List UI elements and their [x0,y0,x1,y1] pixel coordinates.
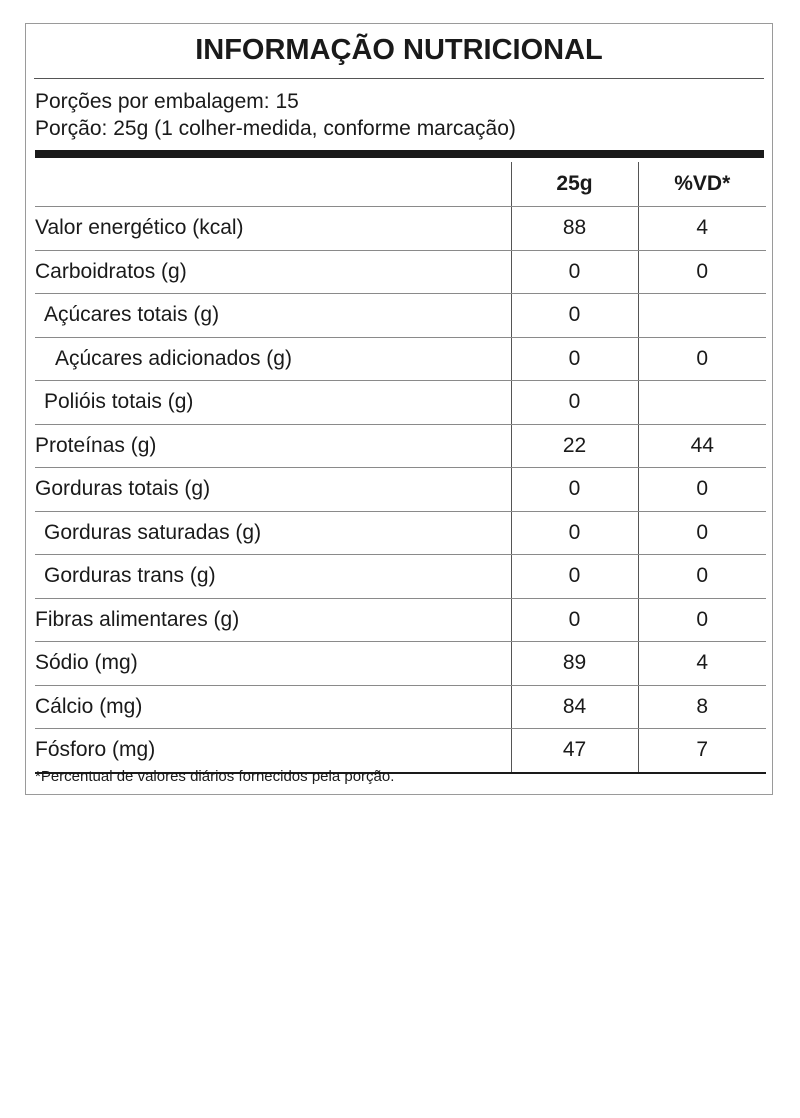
nutrient-daily-value: 4 [638,207,766,251]
nutrient-name: Gorduras saturadas (g) [35,511,511,555]
nutrient-daily-value [638,294,766,338]
nutrient-daily-value: 4 [638,642,766,686]
label-title: INFORMAÇÃO NUTRICIONAL [195,34,603,66]
nutrient-name: Valor energético (kcal) [35,207,511,251]
table-row [35,598,766,642]
table-row [35,207,766,251]
table-row [35,468,766,512]
nutrient-daily-value: 0 [638,511,766,555]
nutrient-name: Sódio (mg) [35,642,511,686]
nutrient-daily-value: 0 [638,250,766,294]
table-row [35,729,766,773]
servings-per-package: Porções por embalagem: 15 [35,90,299,113]
nutrient-daily-value: 0 [638,598,766,642]
table-row [35,250,766,294]
table-row [35,337,766,381]
nutrient-daily-value: 0 [638,468,766,512]
table-row [35,511,766,555]
header-qty-cell: 25g [511,162,638,207]
title-divider [34,78,764,79]
nutrient-daily-value: 8 [638,685,766,729]
nutrient-daily-value: 7 [638,729,766,773]
nutrient-name: Polióis totais (g) [35,381,511,425]
header-name-cell [35,162,511,207]
thick-divider [35,150,764,158]
serving-size: Porção: 25g (1 colher-medida, conforme marcação) [35,117,516,140]
nutrient-daily-value: 0 [638,555,766,599]
table-header-row [35,162,766,207]
nutrient-name: Proteínas (g) [35,424,511,468]
nutrient-name: Fibras alimentares (g) [35,598,511,642]
nutrient-daily-value: 0 [638,337,766,381]
nutrient-name: Açúcares adicionados (g) [35,337,511,381]
footnote: *Percentual de valores diários fornecidos pela porção. [35,768,395,785]
nutrient-quantity: 84 [511,685,638,729]
nutrient-name: Carboidratos (g) [35,250,511,294]
nutrient-name: Cálcio (mg) [35,685,511,729]
header-vd-cell: %VD* [638,162,766,207]
nutrient-quantity: 0 [511,598,638,642]
nutrient-quantity: 0 [511,511,638,555]
nutrient-quantity: 88 [511,207,638,251]
nutrient-daily-value [638,381,766,425]
nutrient-quantity: 0 [511,468,638,512]
nutrition-facts-label [25,23,773,795]
table-row [35,685,766,729]
table-row [35,642,766,686]
nutrient-quantity: 22 [511,424,638,468]
table-row [35,424,766,468]
table-row [35,294,766,338]
nutrient-daily-value: 44 [638,424,766,468]
nutrient-name: Gorduras trans (g) [35,555,511,599]
nutrient-quantity: 0 [511,294,638,338]
nutrient-quantity: 89 [511,642,638,686]
nutrient-name: Gorduras totais (g) [35,468,511,512]
nutrient-quantity: 0 [511,555,638,599]
nutrient-quantity: 47 [511,729,638,773]
table-row [35,555,766,599]
nutrient-quantity: 0 [511,337,638,381]
table-row [35,381,766,425]
nutrient-name: Fósforo (mg) [35,729,511,773]
nutrient-quantity: 0 [511,250,638,294]
nutrient-name: Açúcares totais (g) [35,294,511,338]
nutrient-quantity: 0 [511,381,638,425]
nutrition-table [35,162,766,774]
